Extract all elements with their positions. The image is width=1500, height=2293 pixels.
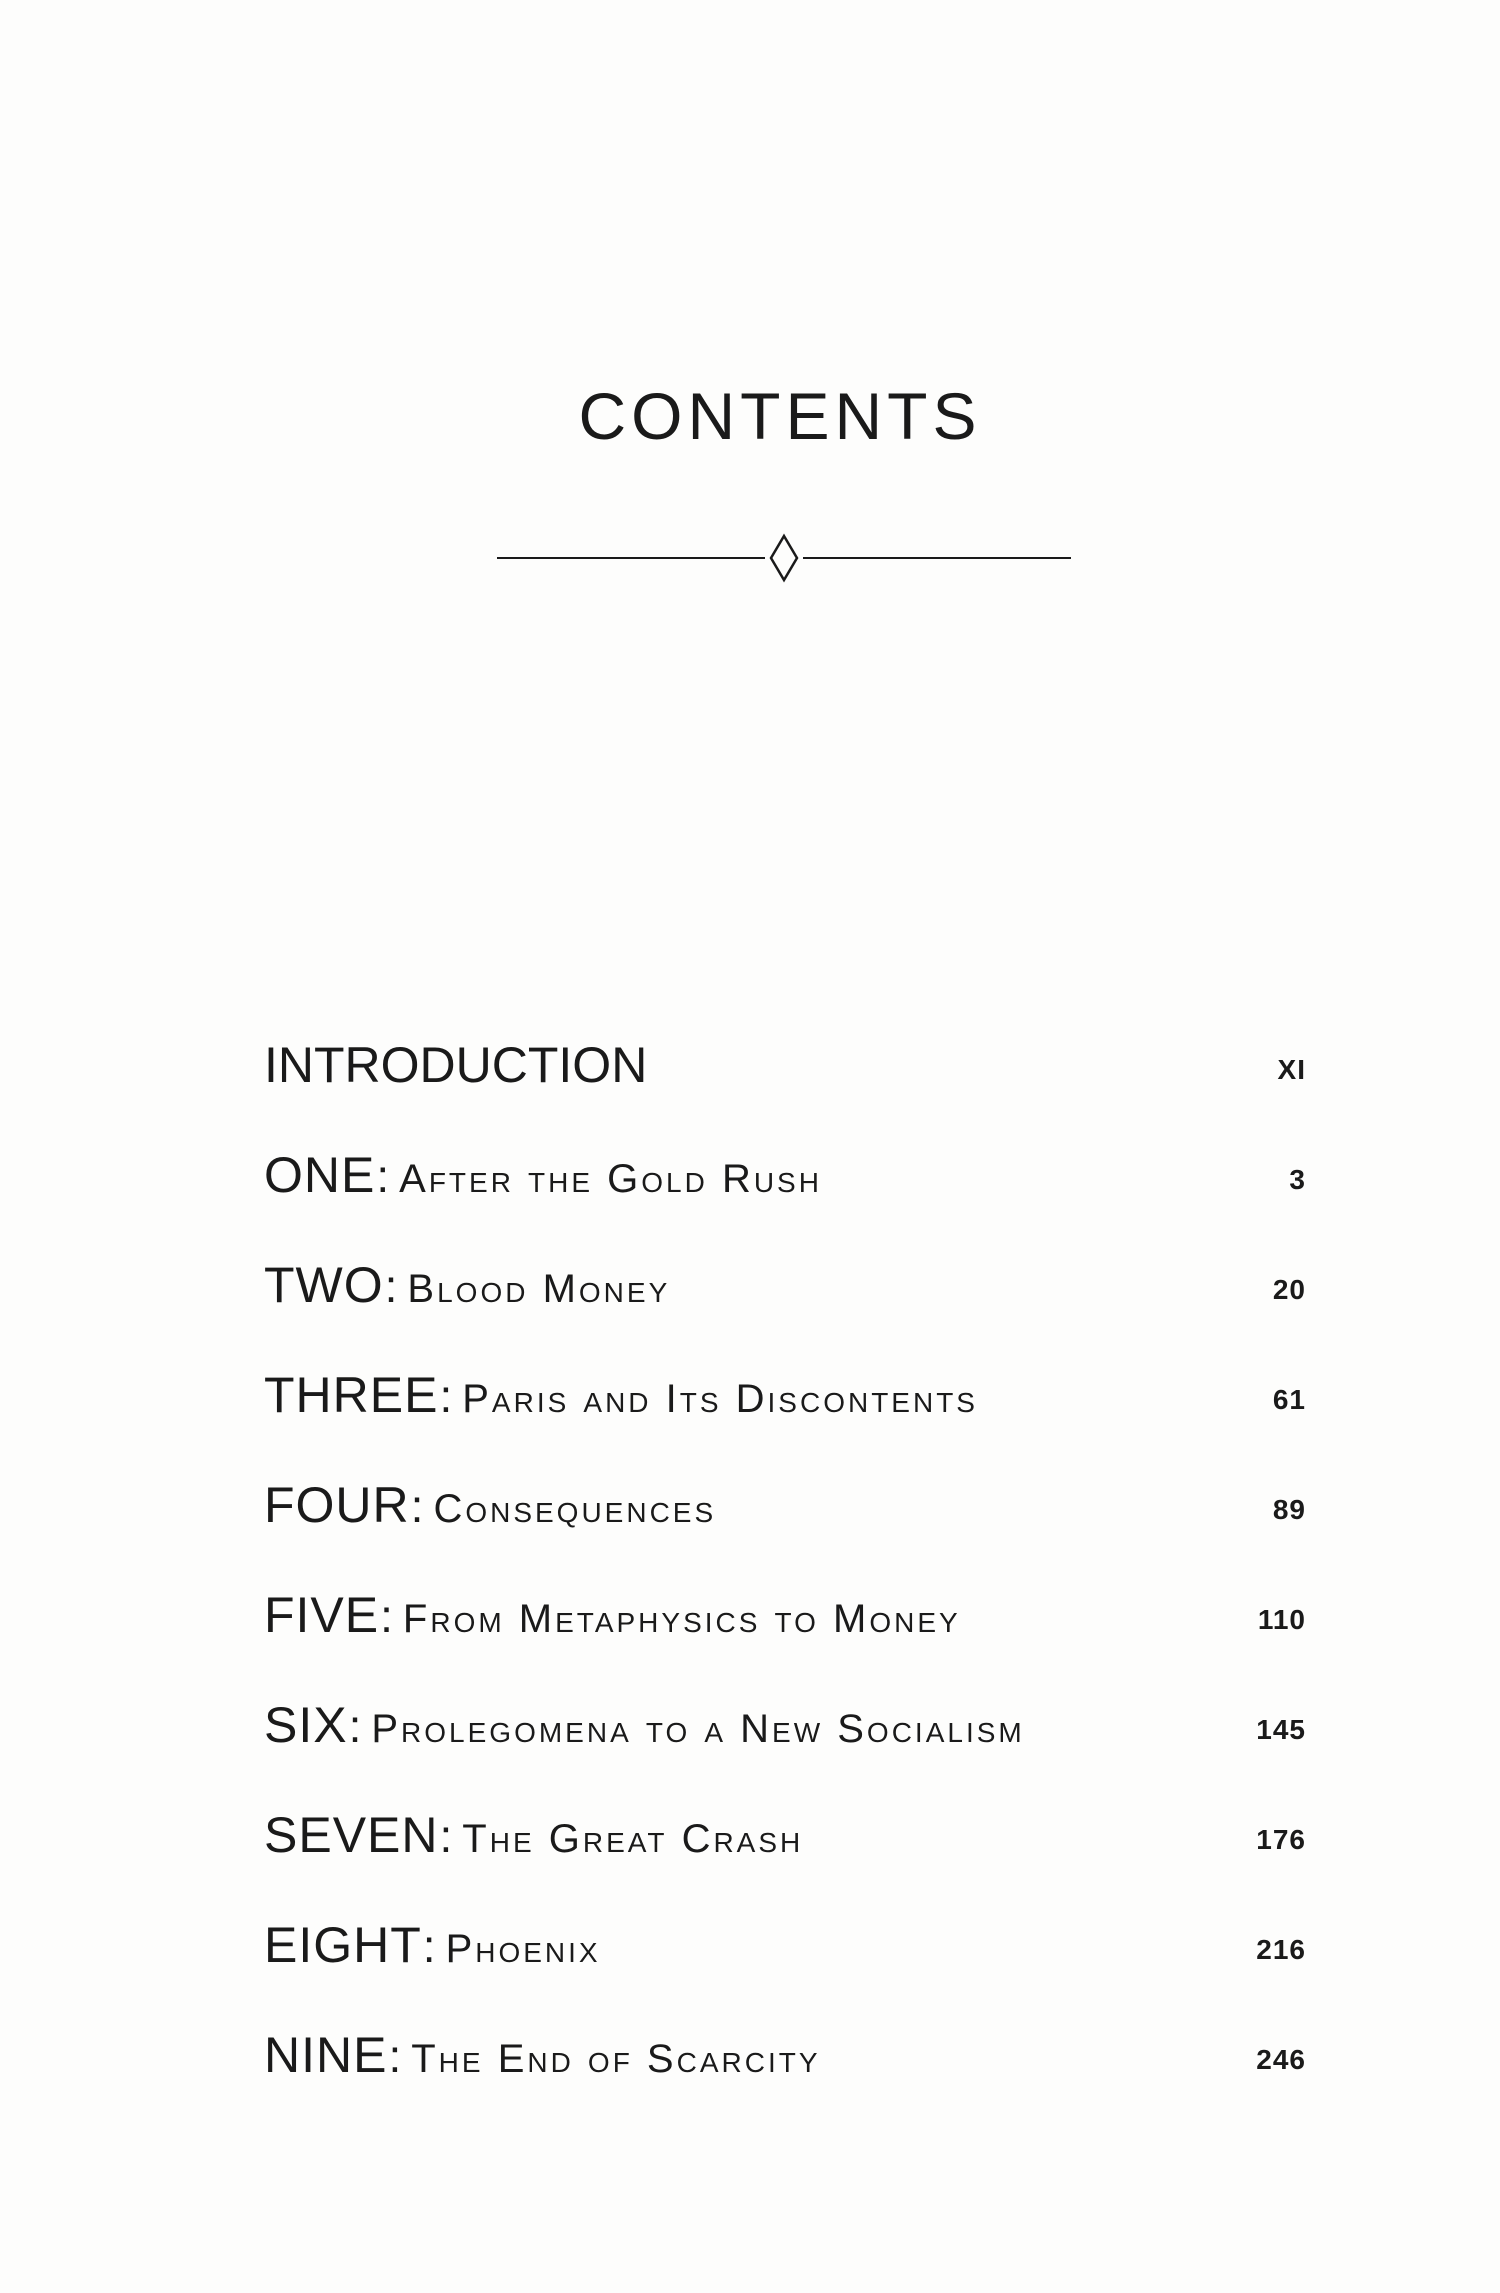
toc-entry-chapter-four[interactable] [264,1470,1314,1580]
toc-page-number: 89 [1272,1494,1306,1525]
chapter-number: FIVE [264,1587,380,1643]
toc-page-number: 246 [1256,2044,1306,2075]
toc-page-number: 216 [1256,1934,1306,1965]
colon-separator: : [388,2030,402,2082]
chapter-title: The End of Scarcity [411,2037,821,2081]
toc-page-number: 61 [1272,1384,1306,1415]
toc-page-number: 176 [1256,1824,1306,1855]
toc-entry-introduction[interactable] [264,1030,1314,1140]
colon-separator: : [380,1590,393,1642]
chapter-number: NINE [264,2027,388,2083]
toc-entry-chapter-nine[interactable] [264,2020,1314,2130]
chapter-title: After the Gold Rush [399,1157,822,1201]
chapter-number: SIX [264,1697,348,1753]
toc-entry-chapter-eight[interactable] [264,1910,1314,2020]
chapter-number: SEVEN [264,1807,439,1863]
chapter-number: ONE [264,1147,376,1203]
toc-page-number: XI [1277,1054,1306,1085]
toc-entry-chapter-one[interactable] [264,1140,1314,1250]
chapter-title: Blood Money [407,1267,671,1311]
chapter-number: THREE [264,1367,439,1423]
colon-separator: : [410,1480,424,1532]
colon-separator: : [376,1150,390,1202]
toc-page-number: 110 [1257,1604,1306,1635]
toc-page-number: 3 [1289,1164,1306,1195]
chapter-number: FOUR [264,1477,410,1533]
chapter-title: Consequences [433,1487,717,1531]
colon-separator: : [348,1700,362,1752]
chapter-title: Prolegomena to a New Socialism [371,1707,1025,1751]
page-title: CONTENTS [578,379,982,453]
toc-entry-chapter-three[interactable] [264,1360,1314,1470]
toc-entry-chapter-seven[interactable] [264,1800,1314,1910]
chapter-number: TWO [264,1257,384,1313]
chapter-title: Paris and Its Discontents [462,1377,978,1421]
chapter-title: The Great Crash [462,1817,804,1861]
chapter-number: EIGHT [264,1917,422,1973]
toc-entry-chapter-six[interactable] [264,1690,1314,1800]
diamond-icon [771,536,797,580]
toc-page-number: 145 [1256,1714,1306,1745]
toc-entry-chapter-two[interactable] [264,1250,1314,1360]
chapter-title: From Metaphysics to Money [402,1597,961,1641]
toc-entry-label: INTRODUCTION [264,1037,648,1093]
toc-page-number: 20 [1272,1274,1306,1305]
colon-separator: : [422,1920,436,1972]
colon-separator: : [439,1810,453,1862]
colon-separator: : [439,1370,453,1422]
toc-entry-chapter-five[interactable] [264,1580,1314,1690]
table-of-contents [264,1030,1314,2130]
chapter-title: Phoenix [445,1927,601,1971]
colon-separator: : [384,1260,398,1312]
title-divider [497,530,1071,586]
